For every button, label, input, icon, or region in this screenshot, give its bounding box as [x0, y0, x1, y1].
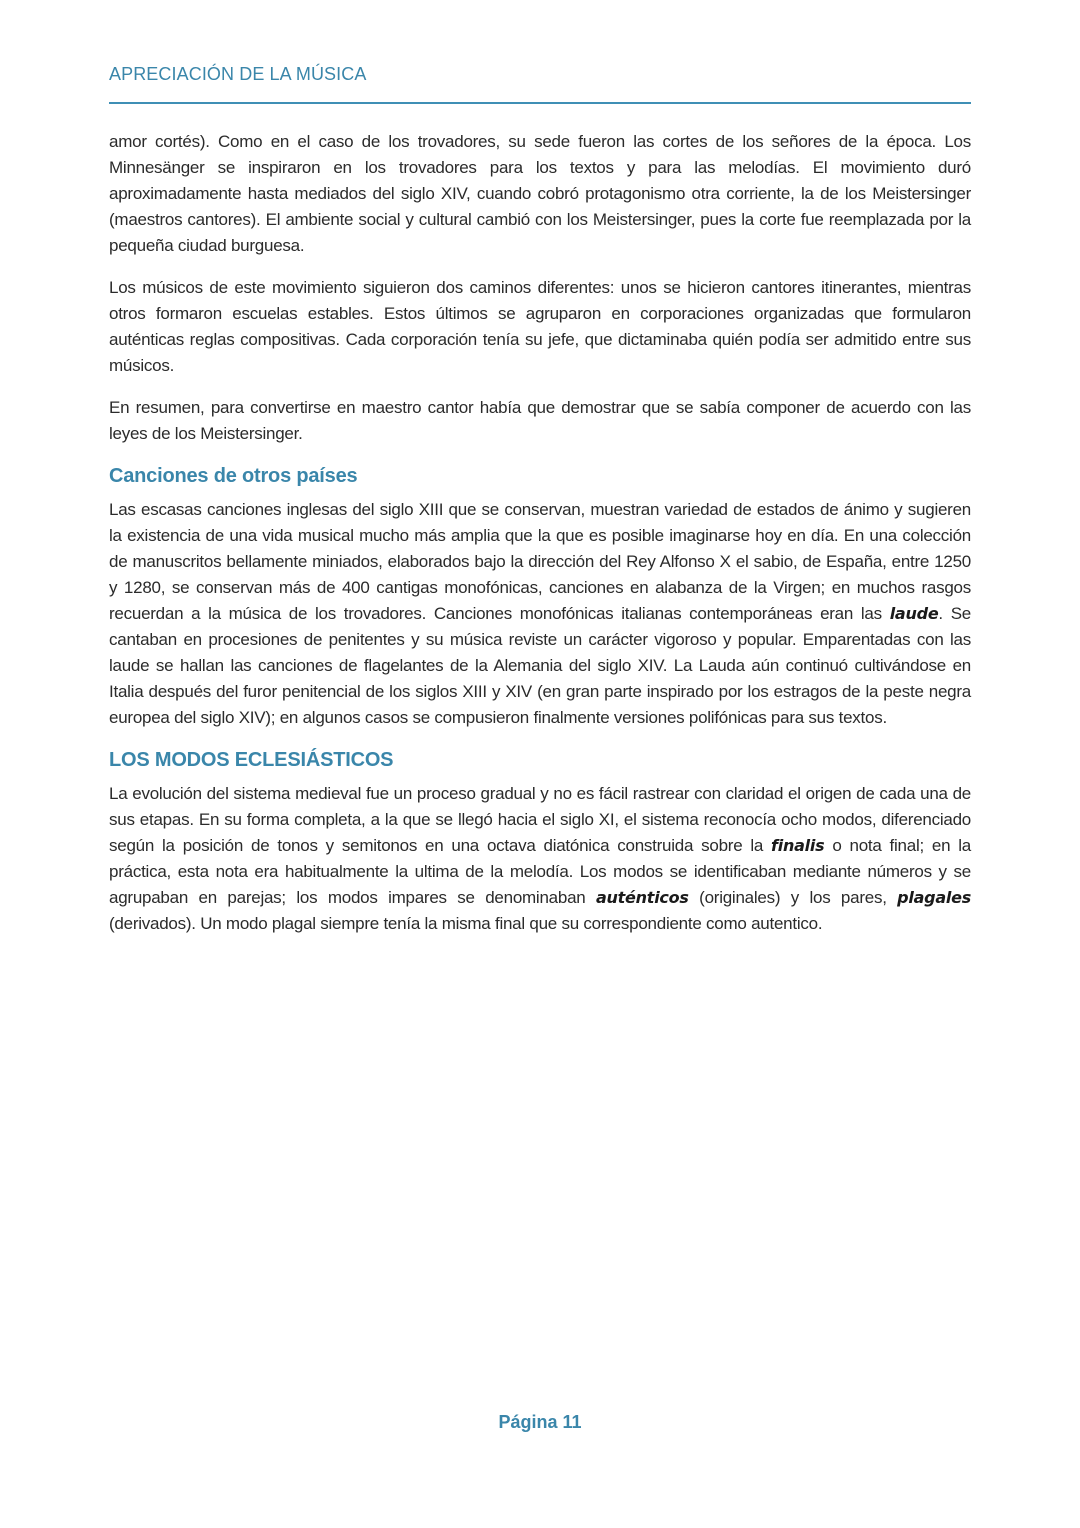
text-run: . Se cantaban en procesiones de penitentes y su música reviste un carácter vigoroso y popular. Emparentadas con las laude se hallan las canciones de flagelantes de la Alemania del siglo XIV. La Lauda aún continuó cultivándose en Italia después del furor penitencial de los siglos XIII y XIV (en gran parte inspirado por los estragos de la peste negra europea del siglo XIV); en algunos casos se compusieron finalmente versiones polifónicas para sus textos. — [109, 604, 971, 727]
section-heading-otros-paises: Canciones de otros países — [109, 465, 358, 487]
paragraph-summary: En resumen, para convertirse en maestro cantor había que demostrar que se sabía componer de acuerdo con las leyes de los Meistersinger. — [109, 398, 971, 443]
text-run: o nota final; en la práctica, esta nota era habitualmente la ultima de la melodía. Los modos se identificaban mediante números y se agrupaban en parejas; los modos impares se denominaban — [109, 836, 971, 907]
page-body — [109, 129, 971, 953]
page-number: Página 11 — [498, 1412, 582, 1432]
text-run: La evolución del sistema medieval fue un proceso gradual y no es fácil rastrear con claridad el origen de cada una de sus etapas. En su forma completa, a la que se llegó hacia el siglo XI, el sistema reconocía ocho modos, diferenciado según la posición de tonos y semitonos en una octava diatónica construida sobre la — [109, 784, 971, 855]
emphasis-autenticos: auténticos — [595, 888, 689, 907]
running-header-title: APRECIACIÓN DE LA MÚSICA — [109, 64, 367, 84]
paragraph-minnesanger: amor cortés). Como en el caso de los trovadores, su sede fueron las cortes de los señores de la época. Los Minnesänger se inspiraron en los trovadores para los textos y para las melodías. El movimiento duró aproximadamente hasta mediados del siglo XIV, cuando cobró protagonismo otra corriente, la de los Meistersinger (maestros cantores). El ambiente social y cultural cambió con los Meistersinger, pues la corte fue reemplazada por la pequeña ciudad burguesa. — [109, 132, 971, 255]
emphasis-laude: laude — [889, 604, 939, 623]
paragraph-otros-paises — [109, 497, 971, 731]
header-divider — [109, 102, 971, 104]
text-run: (originales) y los pares, — [688, 888, 898, 907]
emphasis-plagales: plagales — [897, 888, 971, 907]
text-run: Las escasas canciones inglesas del siglo XIII que se conservan, muestran variedad de estados de ánimo y sugieren la existencia de una vida musical mucho más amplia que la que es posible imaginarse hoy en día. En una colección de manuscritos bellamente miniados, elaborados bajo la dirección del Rey Alfonso X el sabio, de España, entre 1250 y 1280, se conservan más de 400 cantigas monofónicas, canciones en alabanza de la Virgen; en muchos rasgos recuerdan a la música de los trovadores. Canciones monofónicas italianas contemporáneas eran las — [109, 500, 971, 623]
text-run: (derivados). Un modo plagal siempre tenía la misma final que su correspondiente como autentico. — [109, 914, 823, 933]
paragraph-modos — [109, 781, 971, 937]
emphasis-finalis: finalis — [771, 836, 825, 855]
paragraph-meistersinger-paths: Los músicos de este movimiento siguieron dos caminos diferentes: unos se hicieron cantores itinerantes, mientras otros formaron escuelas estables. Estos últimos se agruparon en corporaciones organizadas que formularon auténticas reglas compositivas. Cada corporación tenía su jefe, que dictaminaba quién podía ser admitido entre sus músicos. — [109, 278, 971, 375]
section-heading-modos: LOS MODOS ECLESIÁSTICOS — [109, 749, 394, 771]
